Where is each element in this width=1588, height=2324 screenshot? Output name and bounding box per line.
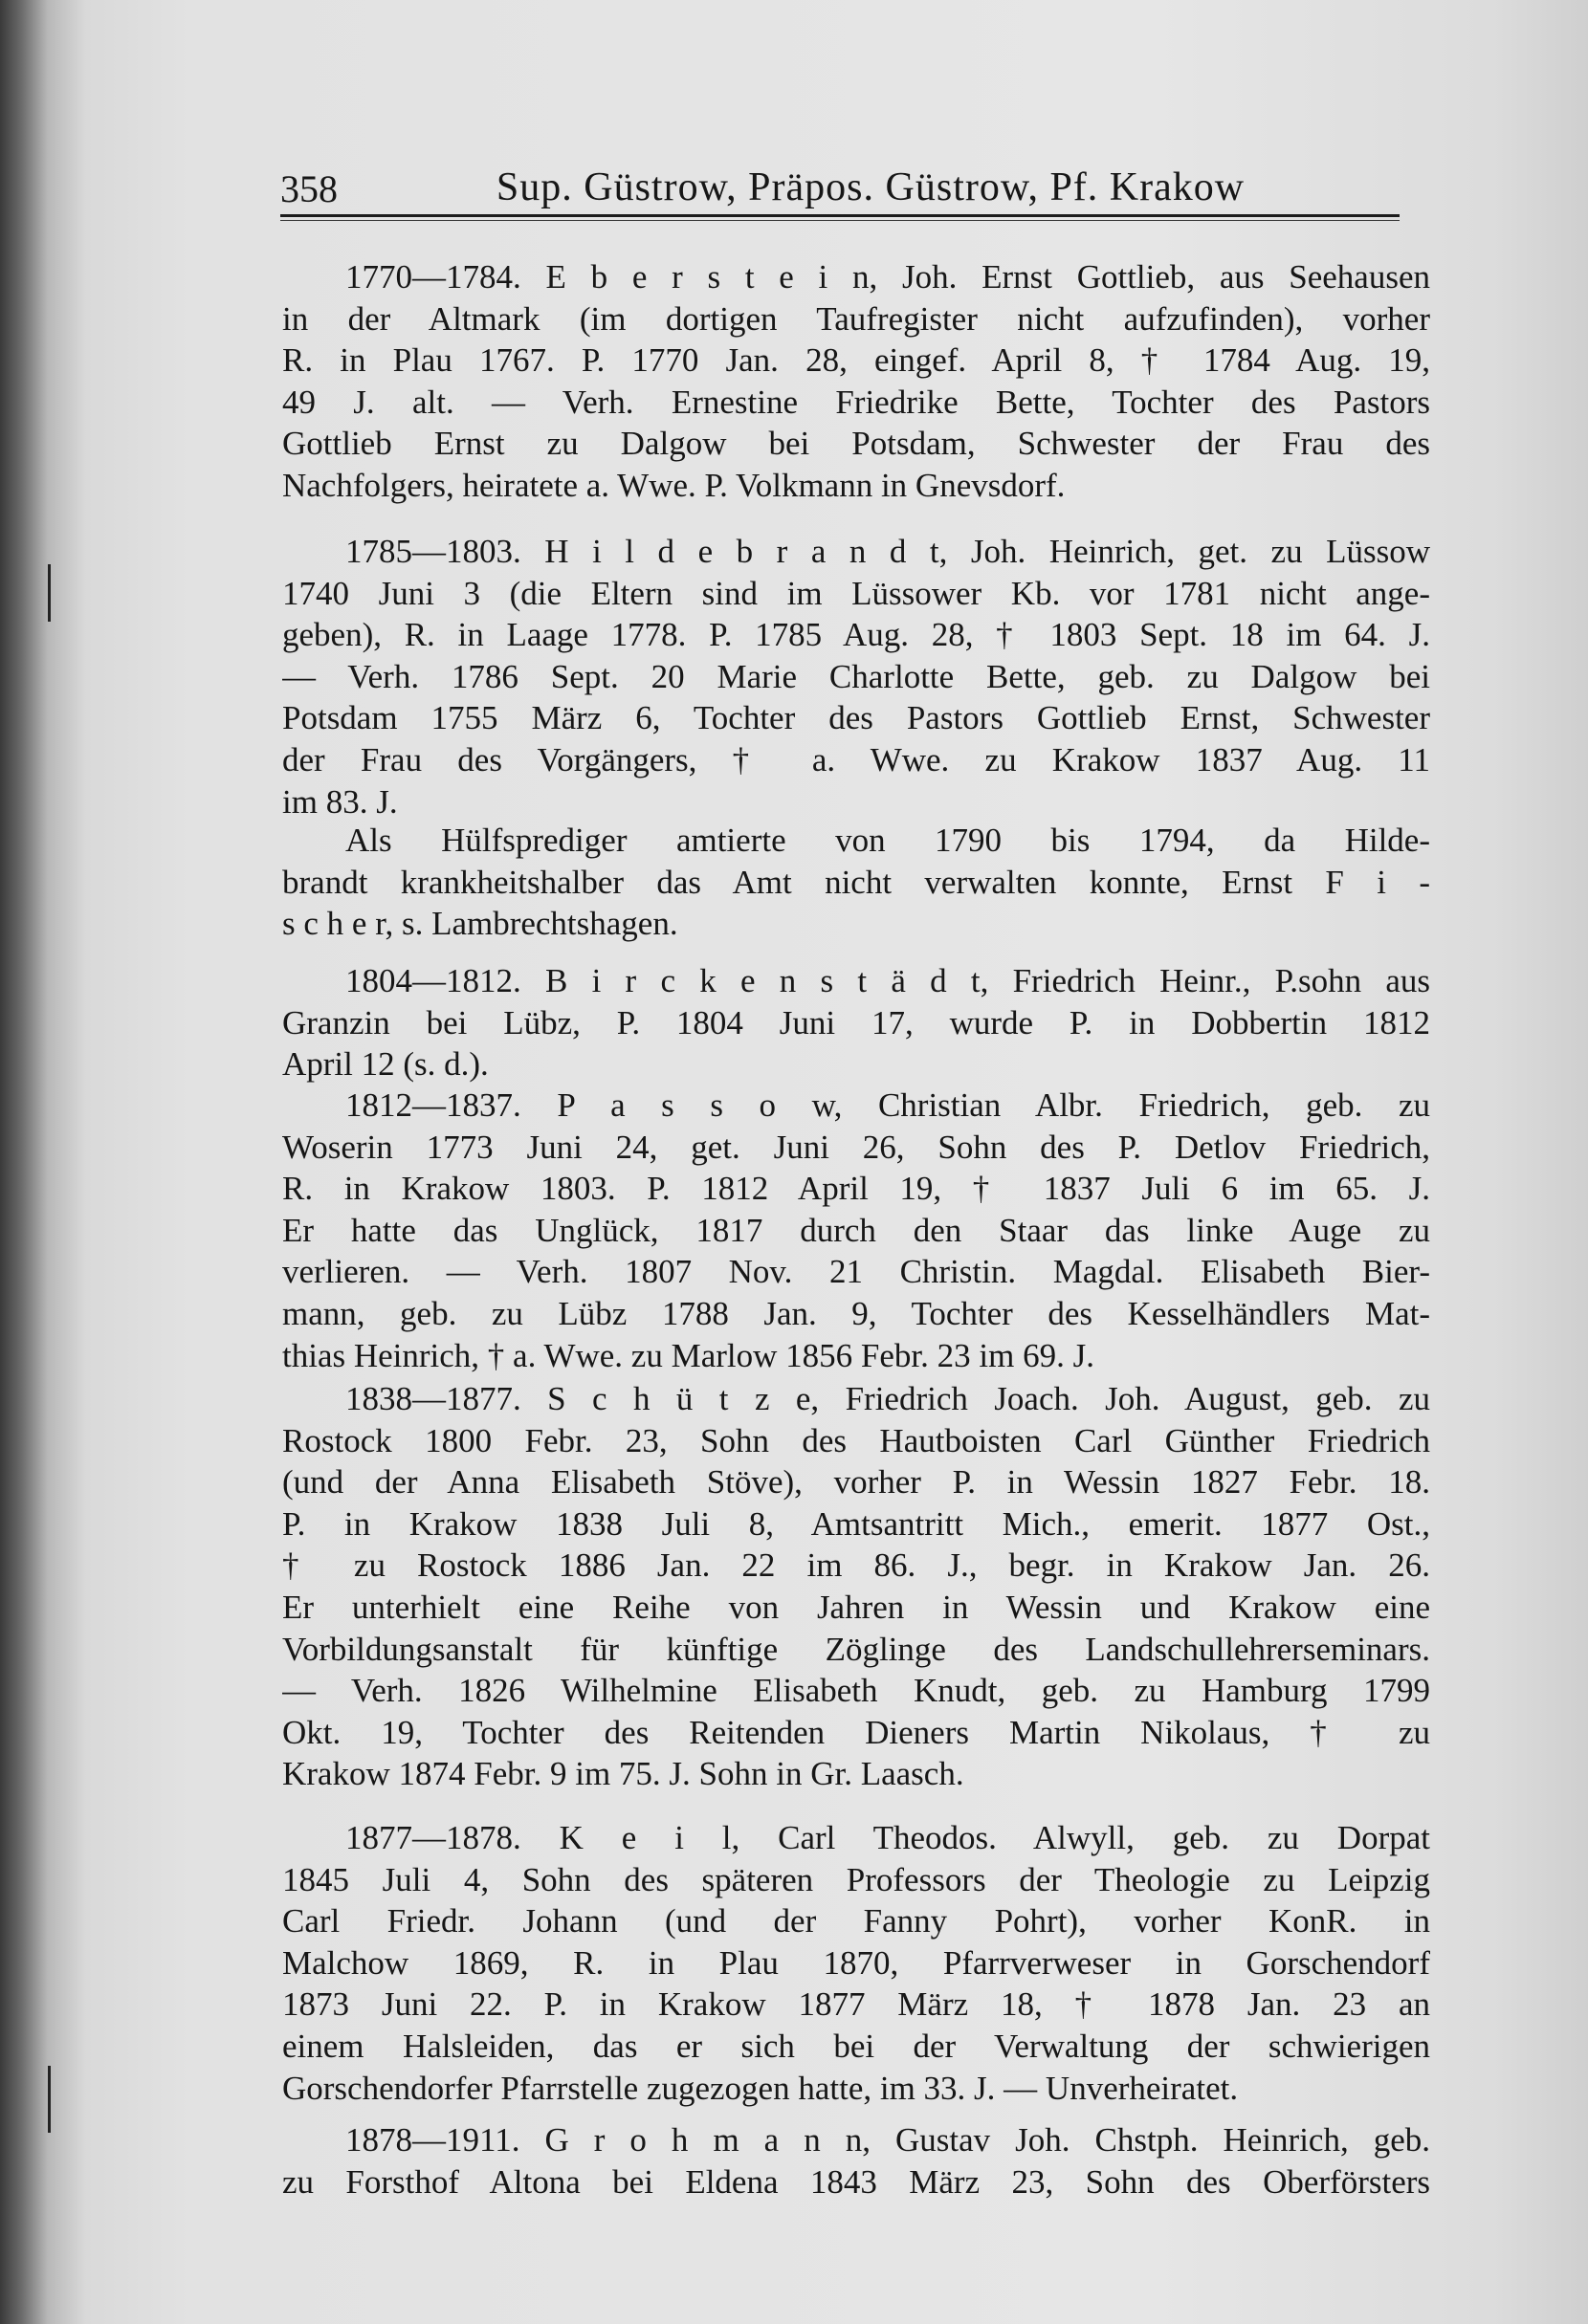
text-line: 1785—1803. H i l d e b r a n d t, Joh. Heinrich, get. zu Lüssow <box>345 533 1430 570</box>
header-rule <box>280 214 1400 217</box>
text-line: 1740 Juni 3 (die Eltern sind im Lüssower Kb. vor 1781 nicht ange- <box>282 574 1430 612</box>
text-line: 1838—1877. S c h ü t z e, Friedrich Joach. Joh. August, geb. zu <box>345 1380 1430 1417</box>
text-line: † zu Rostock 1886 Jan. 22 im 86. J., begr. in Krakow Jan. 26. <box>282 1546 1430 1585</box>
text-line: R. in Krakow 1803. P. 1812 April 19, † 1837 Juli 6 im 65. J. <box>282 1170 1430 1208</box>
text-line: Krakow 1874 Febr. 9 im 75. J. Sohn in Gr. Laasch. <box>282 1755 964 1793</box>
text-line: Carl Friedr. Johann (und der Fanny Pohrt), vorher KonR. in <box>282 1902 1430 1940</box>
scan-margin-mark <box>48 564 51 622</box>
text-line: Okt. 19, Tochter des Reitenden Dieners Martin Nikolaus, † zu <box>282 1713 1430 1751</box>
text-line: einem Halsleiden, das er sich bei der Verwaltung der schwierigen <box>282 2027 1430 2065</box>
text-line: 1812—1837. P a s s o w, Christian Albr. Friedrich, geb. zu <box>345 1086 1430 1124</box>
text-line: 1878—1911. G r o h m a n n, Gustav Joh. Chstph. Heinrich, geb. <box>345 2121 1430 2159</box>
running-title: Sup. Güstrow, Präpos. Güstrow, Pf. Krakow <box>496 165 1246 209</box>
paragraph <box>282 820 1430 945</box>
page-number: 358 <box>280 167 338 210</box>
text-line: (und der Anna Elisabeth Stöve), vorher P. in Wessin 1827 Febr. 18. <box>282 1463 1430 1502</box>
paragraph <box>282 2119 1430 2203</box>
text-line: April 12 (s. d.). <box>282 1045 489 1084</box>
text-line: Granzin bei Lübz, P. 1804 Juni 17, wurde P. in Dobbertin 1812 <box>282 1003 1430 1041</box>
text-line: — Verh. 1826 Wilhelmine Elisabeth Knudt, geb. zu Hamburg 1799 <box>282 1672 1430 1710</box>
text-line: mann, geb. zu Lübz 1788 Jan. 9, Tochter des Kesselhändlers Mat- <box>282 1294 1430 1332</box>
text-line: — Verh. 1786 Sept. 20 Marie Charlotte Bette, geb. zu Dalgow bei <box>282 657 1430 695</box>
text-line: geben), R. in Laage 1778. P. 1785 Aug. 28, † 1803 Sept. 18 im 64. J. <box>282 616 1430 654</box>
paragraph <box>282 531 1430 822</box>
text-line: Vorbildungsanstalt für künftige Zöglinge des Landschullehrerseminars. <box>282 1630 1430 1668</box>
text-line: der Frau des Vorgängers, † a. Wwe. zu Krakow 1837 Aug. 11 <box>282 740 1430 778</box>
text-line: 1770—1784. E b e r s t e i n, Joh. Ernst Gottlieb, aus Seehausen <box>345 258 1430 296</box>
text-line: Potsdam 1755 März 6, Tochter des Pastors Gottlieb Ernst, Schwester <box>282 699 1430 737</box>
text-line: zu Forsthof Altona bei Eldena 1843 März 23, Sohn des Oberförsters <box>282 2162 1430 2201</box>
text-line: R. in Plau 1767. P. 1770 Jan. 28, eingef. April 8, † 1784 Aug. 19, <box>282 341 1430 380</box>
text-line: s c h e r, s. Lambrechtshagen. <box>282 905 678 943</box>
scan-margin-mark <box>48 2066 51 2133</box>
paragraph <box>282 1085 1430 1376</box>
text-line: Er hatte das Unglück, 1817 durch den Staar das linke Auge zu <box>282 1211 1430 1249</box>
text-line: Woserin 1773 Juni 24, get. Juni 26, Sohn des P. Detlov Friedrich, <box>282 1128 1430 1166</box>
text-line: Er unterhielt eine Reihe von Jahren in Wessin und Krakow eine <box>282 1588 1430 1626</box>
text-line: 1804—1812. B i r c k e n s t ä d t, Friedrich Heinr., P.sohn aus <box>345 962 1430 999</box>
text-line: Gorschendorfer Pfarrstelle zugezogen hatte, im 33. J. — Unverheiratet. <box>282 2069 1239 2107</box>
text-line: brandt krankheitshalber das Amt nicht verwalten konnte, Ernst F i - <box>282 863 1430 901</box>
text-line: Nachfolgers, heiratete a. Wwe. P. Volkmann in Gnevsdorf. <box>282 466 1066 504</box>
paragraph <box>282 1817 1430 2109</box>
text-line: 49 J. alt. — Verh. Ernestine Friedrike Bette, Tochter des Pastors <box>282 383 1430 421</box>
text-line: Malchow 1869, R. in Plau 1870, Pfarrverweser in Gorschendorf <box>282 1943 1430 1982</box>
text-line: 1877—1878. K e i l, Carl Theodos. Alwyll, geb. zu Dorpat <box>345 1819 1430 1856</box>
text-line: P. in Krakow 1838 Juli 8, Amtsantritt Mich., emerit. 1877 Ost., <box>282 1504 1430 1543</box>
text-line: Rostock 1800 Febr. 23, Sohn des Hautboisten Carl Günther Friedrich <box>282 1421 1430 1459</box>
paragraph <box>282 960 1430 1085</box>
text-line: in der Altmark (im dortigen Taufregister nicht aufzufinden), vorher <box>282 299 1430 338</box>
text-line: verlieren. — Verh. 1807 Nov. 21 Christin. Magdal. Elisabeth Bier- <box>282 1253 1430 1291</box>
paragraph <box>282 256 1430 507</box>
header-rule-thin <box>280 220 1400 221</box>
paragraph <box>282 1378 1430 1795</box>
text-line: 1873 Juni 22. P. in Krakow 1877 März 18, † 1878 Jan. 23 an <box>282 1985 1430 2024</box>
text-line: thias Heinrich, † a. Wwe. zu Marlow 1856 Febr. 23 im 69. J. <box>282 1336 1094 1374</box>
text-line: Als Hülfsprediger amtierte von 1790 bis 1794, da Hilde- <box>345 822 1430 859</box>
text-line: 1845 Juli 4, Sohn des späteren Professors der Theologie zu Leipzig <box>282 1860 1430 1898</box>
text-line: im 83. J. <box>282 782 398 821</box>
text-line: Gottlieb Ernst zu Dalgow bei Potsdam, Schwester der Frau des <box>282 425 1430 463</box>
